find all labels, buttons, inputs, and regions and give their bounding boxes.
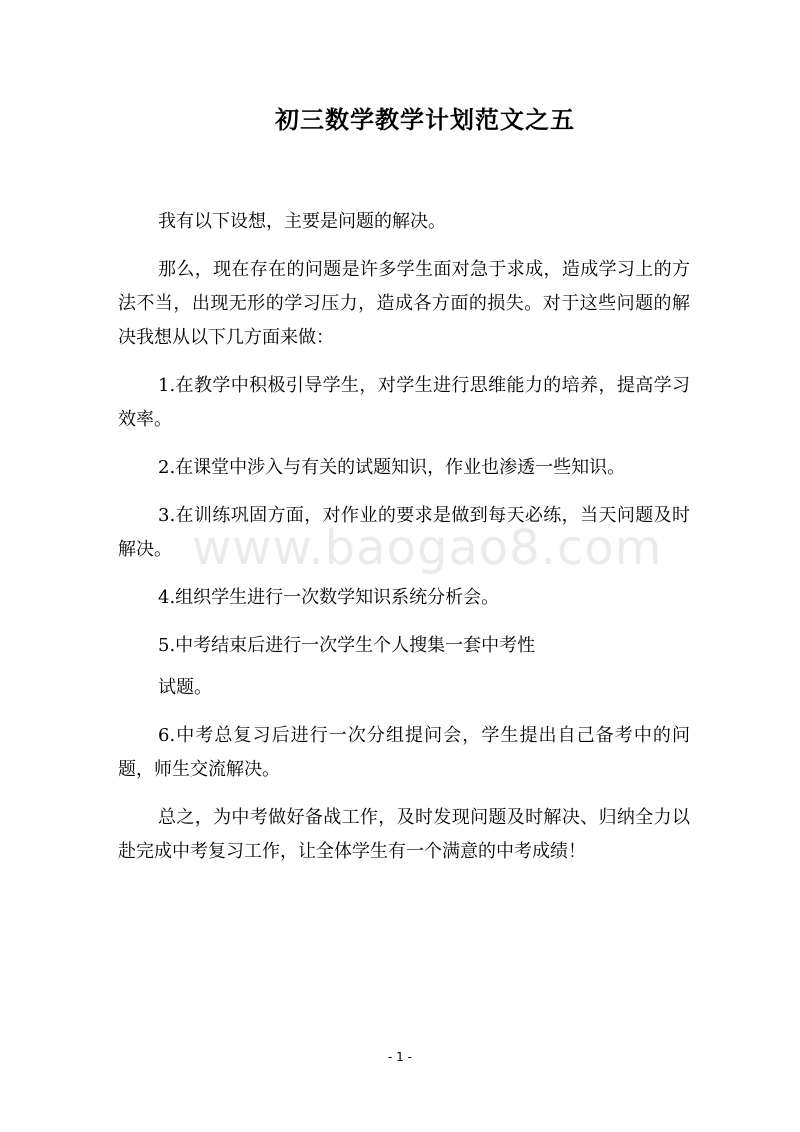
paragraph-5: 3.在训练巩固方面，对作业的要求是做到每天必练，当天问题及时解决。 — [118, 505, 690, 560]
paragraph-1: 我有以下设想，主要是问题的解决。 — [158, 211, 446, 232]
paragraph-10: 总之，为中考做好备战工作，及时发现问题及时解决、归纳全力以赴完成中考复习工作，让全体学生有一个满意的中考成绩！ — [118, 807, 690, 862]
paragraph-2: 那么，现在存在的问题是许多学生面对急于求成，造成学习上的方法不当，出现无形的学习压力，造成各方面的损失。对于这些问题的解决我想从以下几方面来做： — [118, 259, 690, 348]
paragraph-4: 2.在课堂中涉入与有关的试题知识，作业也渗透一些知识。 — [158, 457, 626, 478]
paragraph-9: 6.中考总复习后进行一次分组提问会，学生提出自己备考中的问题，师生交流解决。 — [118, 725, 690, 780]
document-title: 初三数学教学计划范文之五 — [275, 105, 575, 134]
document-body — [118, 205, 690, 883]
watermark: www.baogao8.com — [192, 520, 663, 576]
paragraph-3: 1.在教学中积极引导学生，对学生进行思维能力的培养，提高学习效率。 — [118, 375, 690, 430]
paragraph-6: 4.组织学生进行一次数学知识系统分析会。 — [158, 587, 500, 608]
paragraph-7: 5.中考结束后进行一次学生个人搜集一套中考性 — [158, 635, 536, 656]
page-number: - 1 - — [388, 1050, 412, 1064]
paragraph-8: 试题。 — [158, 677, 212, 698]
